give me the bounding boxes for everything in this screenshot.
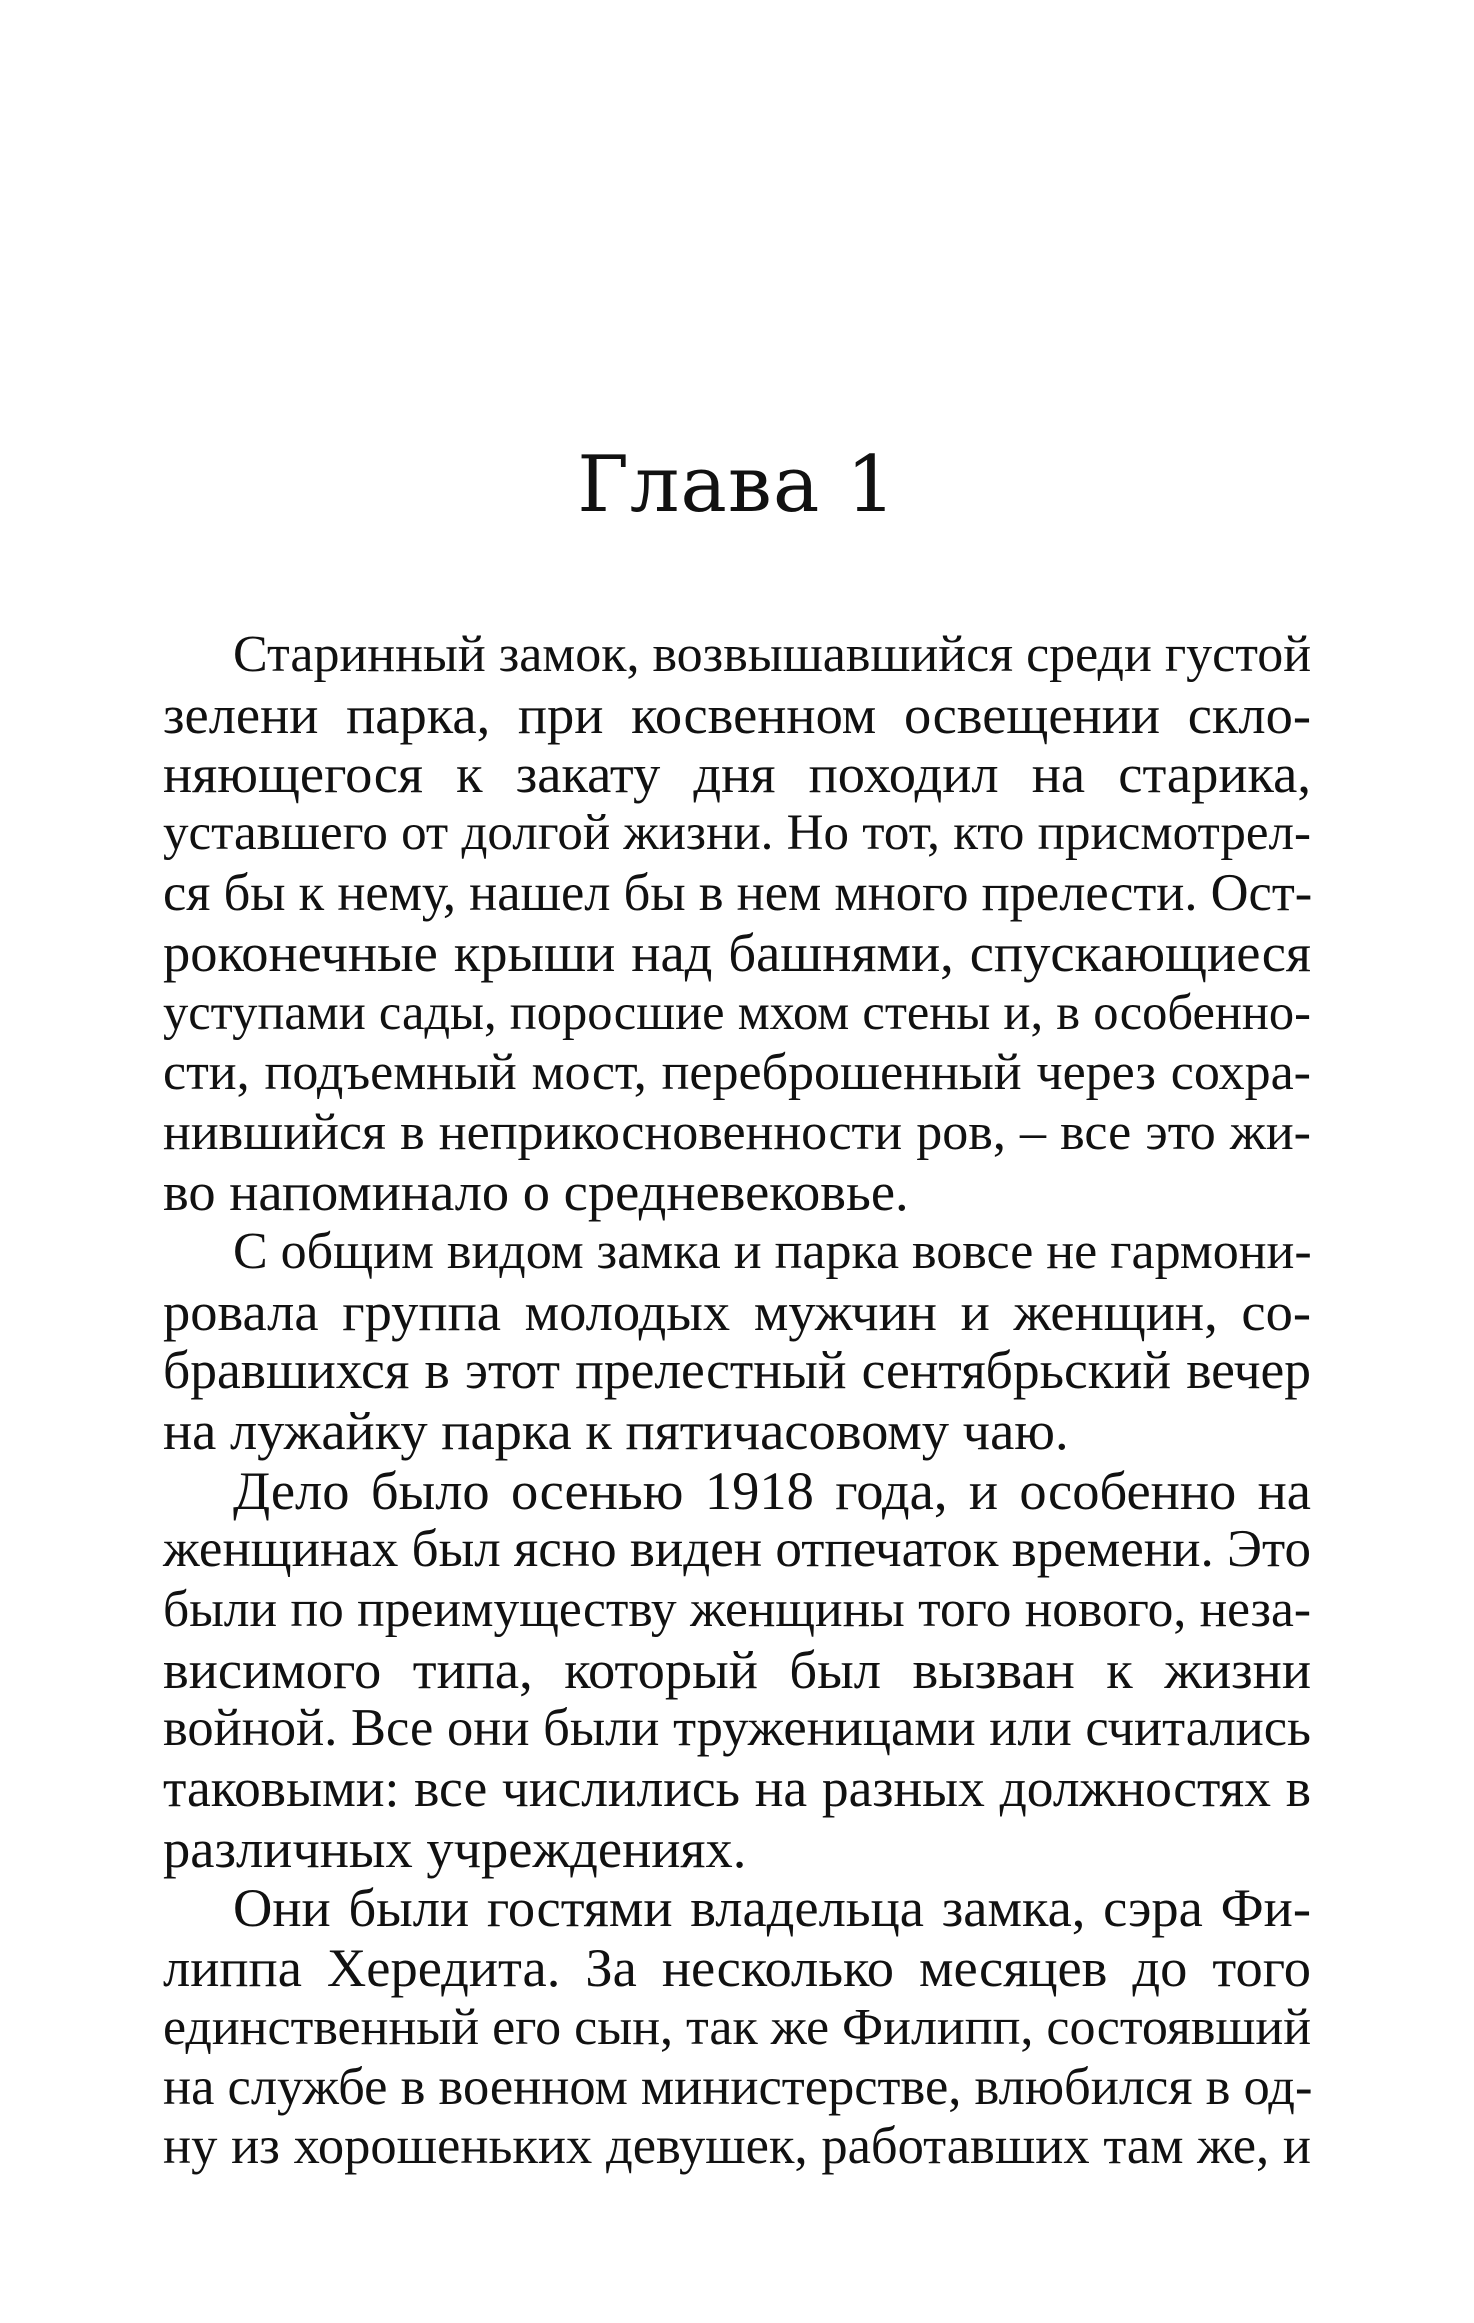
- text-line: уступами сады, поросшие мхом стены и, в особенно-: [163, 984, 1311, 1041]
- paragraph: [163, 1878, 1311, 2176]
- text-line: бравшихся в этот прелестный сентябрьский вечер: [163, 1340, 1311, 1401]
- text-line: няющегося к закату дня походил на старика,: [163, 743, 1311, 805]
- text-line: войной. Все они были труженицами или считались: [163, 1699, 1311, 1758]
- chapter-body: [163, 625, 1311, 2177]
- text-line: ну из хорошеньких девушек, работавших там же, и: [163, 2117, 1311, 2176]
- text-line: Дело было осенью 1918 года, и особенно на: [233, 1459, 1311, 1521]
- text-line: во напоминало о средневековье.: [163, 1161, 909, 1223]
- text-line: различных учреждениях.: [163, 1817, 747, 1879]
- text-line: ровала группа молодых мужчин и женщин, со-: [163, 1280, 1311, 1342]
- text-line: зелени парка, при косвенном освещении скло-: [163, 683, 1311, 745]
- paragraph: [163, 1461, 1311, 1879]
- text-line: сти, подъемный мост, переброшенный через сохра-: [163, 1043, 1311, 1101]
- paragraph: [163, 625, 1311, 1222]
- text-line: были по преимуществу женщины того нового, неза-: [163, 1581, 1311, 1638]
- text-line: ся бы к нему, нашел бы в нем много прелести. Ост-: [163, 863, 1313, 922]
- text-line: нившийся в неприкосновенности ров, – все это жи-: [163, 1103, 1311, 1161]
- text-line: Старинный замок, возвышавшийся среди густой: [233, 626, 1312, 683]
- text-line: женщинах был ясно виден отпечаток времени. Это: [163, 1520, 1311, 1579]
- text-line: липпа Хередита. За несколько месяцев до того: [163, 1937, 1311, 1999]
- paragraph: [163, 1222, 1311, 1461]
- text-line: С общим видом замка и парка вовсе не гармони-: [233, 1222, 1312, 1280]
- text-line: на лужайку парка к пятичасовому чаю.: [163, 1399, 1069, 1461]
- text-line: на службе в военном министерстве, влюбился в од-: [163, 2057, 1313, 2116]
- text-line: Они были гостями владельца замка, сэра Фи-: [233, 1877, 1311, 1939]
- text-line: висимого типа, который был вызван к жизни: [163, 1638, 1311, 1700]
- text-line: таковыми: все числились на разных должностях в: [163, 1758, 1311, 1819]
- text-line: уставшего от долгой жизни. Но тот, кто присмотрел-: [163, 805, 1311, 862]
- text-line: роконечные крыши над башнями, спускающиеся: [163, 922, 1311, 984]
- text-line: единственный его сын, так же Филипп, состоявший: [163, 1998, 1312, 2056]
- chapter-title: Глава 1: [577, 440, 897, 530]
